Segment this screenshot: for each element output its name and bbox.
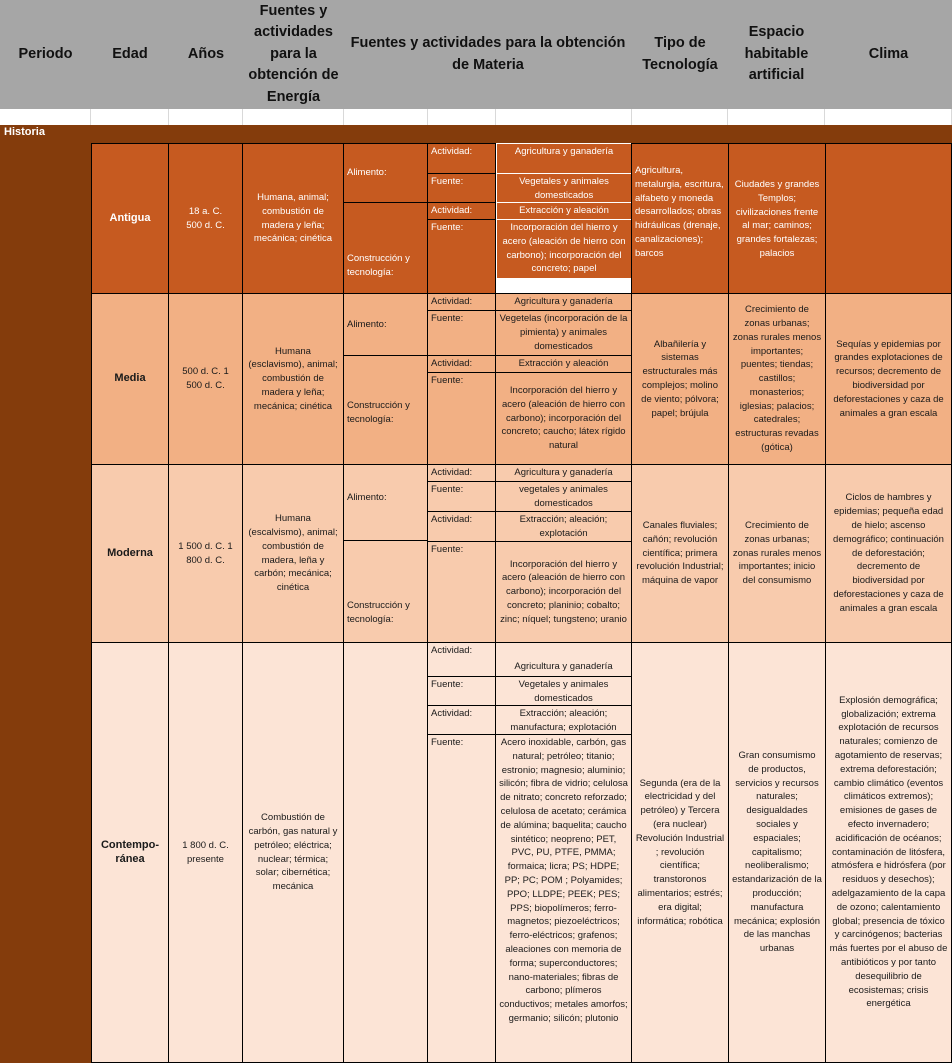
- actividad-label: Actividad:: [427, 355, 496, 373]
- fuente-label: Fuente:: [427, 734, 496, 1063]
- actividad-label: Actividad:: [427, 464, 496, 482]
- spacer-cell: [243, 109, 344, 125]
- antigua-construccion-fuente: Incorporación del hierro y acero (aleación de hierro con carbono); incorporación del concreto; papel: [496, 219, 632, 279]
- header-anos: Años: [169, 0, 243, 109]
- construccion-label: Construcción y tecnología:: [343, 540, 428, 643]
- antigua-tecnologia: Agricultura, metalurgia, escritura, alfabeto y moneda desarrollados; obras hidráulicas (drenaje, canalizaciones); barcos: [631, 143, 729, 294]
- actividad-label: Actividad:: [427, 511, 496, 542]
- header-clima: Clima: [825, 0, 952, 109]
- contemporanea-alimento-fuente: Vegetales y animales domesticados: [495, 676, 632, 706]
- header-edad: Edad: [91, 0, 169, 109]
- energia-media: Humana (esclavismo), animal; combustión de madera y leña; mecánica; cinética: [242, 293, 344, 465]
- construccion-label: Construcción y tecnología:: [343, 202, 428, 294]
- spacer-cell: [344, 109, 428, 125]
- fuente-label: Fuente:: [427, 173, 496, 203]
- contemporanea-construccion-fuente: Acero inoxidable, carbón, gas natural; petróleo; titanio; estronio; magnesio; aluminio; silicón; fibra de vidrio; celulosa de nitrato; concreto reforzado; celulosa de acetato; cerámica de alúmina; baquelita; caucho sintético; neopreno; PET, PVC, PU, PTFE, PMMA; formaica; licra; PS; HDPE; PP; PC; POM ; Polyamides; PPO; LLDPE; PEEK; PES; PPS; biopolímeros; ferro-magnetos; piezoeléctricos; ferro-eléctricos; grafenos; aleaciones con memoria de forma; superconductores; nano-materiales; fibras de carbono; plímeros conductivos; metales amorfos; germanio; silicón; plutonio: [495, 734, 632, 1063]
- moderna-construccion-actividad: Extracción; aleación; explotación: [495, 511, 632, 542]
- edad-antigua: Antigua: [91, 143, 169, 294]
- anos-moderna: 1 500 d. C. 1 800 d. C.: [168, 464, 243, 643]
- energia-antigua: Humana, animal; combustión de madera y leña; mecánica; cinética: [242, 143, 344, 294]
- media-alimento-actividad: Agricultura y ganadería: [495, 293, 632, 311]
- actividad-label: Actividad:: [427, 143, 496, 174]
- spacer-cell: [91, 109, 169, 125]
- header-materia: Fuentes y actividades para la obtención de Materia: [344, 0, 632, 109]
- actividad-label: Actividad:: [427, 202, 496, 220]
- antigua-espacio: Ciudades y grandes Templos; civilizaciones frente al mar; caminos; grandes fortalezas; palacios: [728, 143, 826, 294]
- media-construccion-actividad: Extracción y aleación: [495, 355, 632, 373]
- antigua-clima: [825, 143, 952, 294]
- contemporanea-espacio: Gran consumismo de productos, servicios y recursos naturales; desigualdades sociales y espaciales; capitalismo; neoliberalismo; estandarización de la producción; manufactura mecánica; explosión de las manchas urbanas: [728, 642, 826, 1063]
- moderna-tecnologia: Canales fluviales; cañón; revolución científica; primera revolución Industrial; máquina de vapor: [631, 464, 729, 643]
- edad-moderna: Moderna: [91, 464, 169, 643]
- edad-media: Media: [91, 293, 169, 465]
- fuente-label: Fuente:: [427, 541, 496, 643]
- alimento-label: Alimento:: [343, 143, 428, 203]
- media-alimento-fuente: Vegetelas (incorporación de la pimienta) y animales domesticados: [495, 310, 632, 356]
- spacer-cell: [632, 109, 728, 125]
- moderna-clima: Ciclos de hambres y epidemias; pequeña edad de hielo; ascenso demográfico; continuación de deforestación; decremento de biodiversidad por deforestaciones y caza de animales a gran escala: [825, 464, 952, 643]
- antigua-alimento-fuente: Vegetales y animales domesticados: [496, 173, 632, 203]
- spacer-cell: [496, 109, 632, 125]
- actividad-label: Actividad:: [427, 642, 496, 677]
- spacer-cell: [428, 109, 496, 125]
- energia-contemporanea: Combustión de carbón, gas natural y petróleo; eléctrica; nuclear; térmica; solar; cibernética; mecánica: [242, 642, 344, 1063]
- alimento-label: Alimento:: [343, 293, 428, 356]
- spacer-cell: [825, 109, 952, 125]
- spacer-cell: [0, 109, 91, 125]
- contemporanea-construccion-actividad: Extracción; aleación; manufactura; explotación: [495, 705, 632, 735]
- header-espacio: Espacio habitable artificial: [728, 0, 825, 109]
- actividad-label: Actividad:: [427, 293, 496, 311]
- antigua-construccion-actividad: Extracción y aleación: [496, 202, 632, 220]
- header-periodo: Periodo: [0, 0, 91, 109]
- header-tecnologia: Tipo de Tecnología: [632, 0, 728, 109]
- alimento-label: Alimento:: [343, 464, 428, 541]
- antigua-alimento-actividad: Agricultura y ganadería: [496, 143, 632, 174]
- contemporanea-clima: Explosión demográfica; globalización; extrema explotación de recursos naturales; comienzo de agotamiento de reservas; extrema deforestación; cambio climático (eventos climáticos extremos); emisiones de gases de efecto invernadero; acidificación de océanos; contaminación de litósfera, atmósfera e hidrósfera (por residuos y desechos); adelgazamiento de la capa de ozono; calentamiento global; presencia de tóxico y carcinógenos; bacterias más fuertes por el abuso de antibióticos y por tanto desequilibrio de ecosistemas; crisis energética: [825, 642, 952, 1063]
- contemporanea-alimento-actividad: Agricultura y ganadería: [495, 642, 632, 677]
- media-clima: Sequías y epidemias por grandes explotaciones de recursos; decremento de biodiversidad por deforestaciones y caza de animales a gran escala: [825, 293, 952, 465]
- periodo-band: [0, 125, 952, 143]
- fuente-label: Fuente:: [427, 310, 496, 356]
- fuente-label: Fuente:: [427, 372, 496, 465]
- media-construccion-fuente: Incorporación del hierro y acero (aleación de hierro con carbono); incorporación del concreto; caucho; látex rígido natural: [495, 372, 632, 465]
- anos-antigua: 18 a. C. 500 d. C.: [168, 143, 243, 294]
- media-espacio: Crecimiento de zonas urbanas; zonas rurales menos importantes; puentes; tiendas; castillos; monasterios; iglesias; palacios; catedrales; estructuras revadas (gótica): [728, 293, 826, 465]
- actividad-label: Actividad:: [427, 705, 496, 735]
- periodo-label: Historia: [4, 126, 45, 138]
- spacer-cell: [169, 109, 243, 125]
- moderna-construccion-fuente: Incorporación del hierro y acero (aleación de hierro con carbono); incorporación del concreto; planinio; cobalto; zinc; níquel; tungsteno; uranio: [495, 541, 632, 643]
- moderna-alimento-actividad: Agricultura y ganadería: [495, 464, 632, 482]
- edad-contemporanea: Contempo- ránea: [91, 642, 169, 1063]
- moderna-alimento-fuente: vegetales y animales domesticados: [495, 481, 632, 512]
- moderna-espacio: Crecimiento de zonas urbanas; zonas rurales menos importantes; inicio del consumismo: [728, 464, 826, 643]
- materia-blank-cell: [343, 642, 428, 1063]
- spacer-cell: [728, 109, 825, 125]
- media-tecnologia: Albañilería y sistemas estructurales más complejos; molino de viento; pólvora; papel; brújula: [631, 293, 729, 465]
- periodo-column: [0, 143, 91, 1063]
- fuente-label: Fuente:: [427, 676, 496, 706]
- header-energia: Fuentes y actividades para la obtención de Energía: [243, 0, 344, 109]
- fuente-label: Fuente:: [427, 481, 496, 512]
- anos-media: 500 d. C. 1 500 d. C.: [168, 293, 243, 465]
- anos-contemporanea: 1 800 d. C. presente: [168, 642, 243, 1063]
- contemporanea-tecnologia: Segunda (era de la electricidad y del petróleo) y Tercera (era nuclear) Revolución Industrial ; revolución científica; transtoronos alimentarios; estrés; era digital; informática; robótica: [631, 642, 729, 1063]
- energia-moderna: Humana (escalvismo), animal; combustión de madera, leña y carbón; mecánica; cinética: [242, 464, 344, 643]
- fuente-label: Fuente:: [427, 219, 496, 294]
- construccion-label: Construcción y tecnología:: [343, 355, 428, 465]
